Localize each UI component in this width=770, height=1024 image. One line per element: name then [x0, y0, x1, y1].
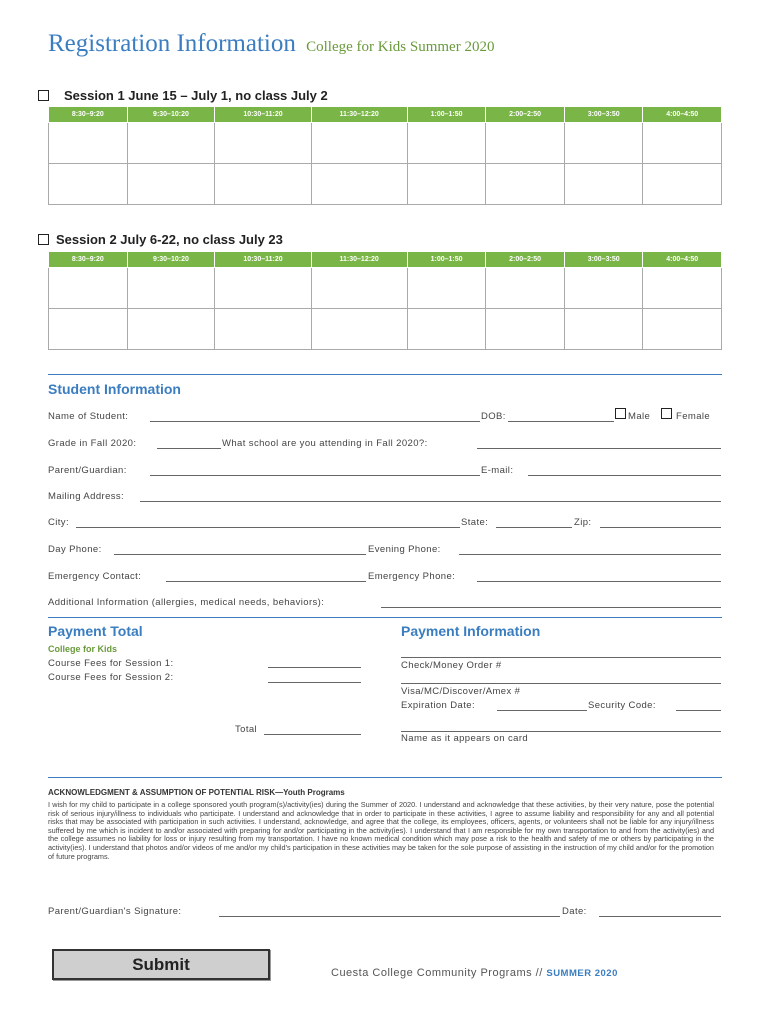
schedule-cell[interactable] [311, 268, 407, 309]
state-label: State: [461, 517, 489, 528]
footer-text: Cuesta College Community Programs // [331, 967, 543, 979]
emergency-phone-field[interactable] [477, 581, 721, 582]
student-info-heading: Student Information [48, 381, 181, 397]
signature-field[interactable] [219, 916, 560, 917]
schedule-cell[interactable] [564, 309, 643, 350]
session2-time-header: 2:00–2:50 [486, 252, 565, 268]
grade-field[interactable] [157, 448, 221, 449]
session1-time-header: 1:00–1:50 [407, 107, 486, 123]
female-label: Female [676, 411, 711, 422]
day-phone-field[interactable] [114, 554, 366, 555]
email-field[interactable] [528, 475, 721, 476]
card-name-label: Name as it appears on card [401, 733, 529, 744]
schedule-cell[interactable] [643, 309, 722, 350]
session1-time-header: 8:30–9:20 [49, 107, 128, 123]
schedule-cell[interactable] [486, 309, 565, 350]
schedule-cell[interactable] [49, 309, 128, 350]
schedule-cell[interactable] [486, 164, 565, 205]
additional-info-field[interactable] [381, 607, 721, 608]
submit-button[interactable]: Submit [52, 949, 270, 980]
emergency-contact-field[interactable] [166, 581, 366, 582]
school-field[interactable] [477, 448, 721, 449]
footer-accent: SUMMER 2020 [546, 968, 618, 979]
session1-time-header: 4:00–4:50 [643, 107, 722, 123]
card-number-label: Visa/MC/Discover/Amex # [401, 686, 521, 697]
schedule-cell[interactable] [49, 164, 128, 205]
security-code-label: Security Code: [588, 700, 656, 711]
expiration-field[interactable] [497, 710, 587, 711]
total-label: Total [235, 724, 258, 735]
session2-row [38, 232, 283, 247]
schedule-cell[interactable] [311, 164, 407, 205]
security-code-field[interactable] [676, 710, 721, 711]
session2-label: Session 2 July 6-22, no class July 23 [56, 232, 283, 247]
total-field[interactable] [264, 734, 361, 735]
fee1-label: Course Fees for Session 1: [48, 658, 174, 669]
schedule-cell[interactable] [643, 164, 722, 205]
payment-total-heading: Payment Total [48, 623, 143, 639]
title-subtitle: College for Kids Summer 2020 [306, 39, 495, 55]
grade-label: Grade in Fall 2020: [48, 438, 137, 449]
session1-time-header: 11:30–12:20 [311, 107, 407, 123]
session1-time-header: 3:00–3:50 [564, 107, 643, 123]
zip-label: Zip: [574, 517, 592, 528]
divider [48, 617, 722, 618]
parent-label: Parent/Guardian: [48, 465, 127, 476]
signature-date-field[interactable] [599, 916, 721, 917]
schedule-cell[interactable] [311, 123, 407, 164]
check-label: Check/Money Order # [401, 660, 502, 671]
signature-label: Parent/Guardian's Signature: [48, 906, 182, 917]
schedule-cell[interactable] [407, 164, 486, 205]
schedule-cell[interactable] [215, 123, 311, 164]
session2-time-header: 9:30–10:20 [127, 252, 215, 268]
payment-line[interactable] [401, 657, 721, 658]
schedule-cell[interactable] [49, 123, 128, 164]
schedule-cell[interactable] [311, 309, 407, 350]
schedule-cell[interactable] [564, 268, 643, 309]
schedule-cell[interactable] [127, 164, 215, 205]
schedule-cell[interactable] [407, 123, 486, 164]
evening-phone-field[interactable] [459, 554, 721, 555]
student-name-field[interactable] [150, 421, 480, 422]
page-title [48, 30, 494, 58]
fee2-field[interactable] [268, 682, 361, 683]
dob-field[interactable] [508, 421, 614, 422]
zip-field[interactable] [600, 527, 721, 528]
student-name-label: Name of Student: [48, 411, 129, 422]
footer [331, 967, 618, 979]
session1-label: Session 1 June 15 – July 1, no class July 2 [64, 88, 328, 103]
schedule-cell[interactable] [407, 268, 486, 309]
schedule-cell[interactable] [564, 164, 643, 205]
male-checkbox[interactable] [615, 408, 626, 419]
city-label: City: [48, 517, 69, 528]
school-label: What school are you attending in Fall 2020?: [222, 438, 428, 449]
session2-time-header: 8:30–9:20 [49, 252, 128, 268]
schedule-cell[interactable] [49, 268, 128, 309]
title-text: Registration Information [48, 30, 296, 57]
state-field[interactable] [496, 527, 572, 528]
acknowledgment-title: ACKNOWLEDGMENT & ASSUMPTION OF POTENTIAL RISK—Youth Programs [48, 788, 345, 797]
schedule-cell[interactable] [407, 309, 486, 350]
signature-date-label: Date: [562, 906, 587, 917]
session2-time-header: 3:00–3:50 [564, 252, 643, 268]
emergency-contact-label: Emergency Contact: [48, 571, 142, 582]
session2-time-header: 11:30–12:20 [311, 252, 407, 268]
city-field[interactable] [76, 527, 460, 528]
check-field[interactable] [401, 683, 721, 684]
schedule-cell[interactable] [127, 268, 215, 309]
session2-time-header: 4:00–4:50 [643, 252, 722, 268]
schedule-cell[interactable] [486, 123, 565, 164]
schedule-cell[interactable] [127, 123, 215, 164]
divider [48, 374, 722, 375]
schedule-cell[interactable] [643, 268, 722, 309]
session2-schedule-table [48, 251, 722, 350]
card-name-field[interactable] [401, 731, 721, 732]
evening-phone-label: Evening Phone: [368, 544, 441, 555]
schedule-cell[interactable] [127, 309, 215, 350]
schedule-cell[interactable] [215, 309, 311, 350]
dob-label: DOB: [481, 411, 506, 422]
schedule-cell[interactable] [486, 268, 565, 309]
fee1-field[interactable] [268, 667, 361, 668]
payment-info-heading: Payment Information [401, 623, 541, 639]
schedule-cell[interactable] [643, 123, 722, 164]
session1-time-header: 2:00–2:50 [486, 107, 565, 123]
male-label: Male [628, 411, 651, 422]
payment-total-subheading: College for Kids [48, 644, 118, 654]
day-phone-label: Day Phone: [48, 544, 102, 555]
schedule-cell[interactable] [215, 164, 311, 205]
female-checkbox[interactable] [661, 408, 672, 419]
additional-info-label: Additional Information (allergies, medical needs, behaviors): [48, 597, 325, 608]
mailing-field[interactable] [140, 501, 721, 502]
session1-time-header: 10:30–11:20 [215, 107, 311, 123]
fee2-label: Course Fees for Session 2: [48, 672, 174, 683]
divider [48, 777, 722, 778]
session1-time-header: 9:30–10:20 [127, 107, 215, 123]
acknowledgment-text: I wish for my child to participate in a college sponsored youth program(s)/activity(ies) during the Summer of 2020. I understand and acknowledge that these activities, by their very nature, pose the potential risk of serious injury/illness to individuals who participate. I understand and acknowledge that in order to participate in these activities, I agree to assume liability and responsibility for any and all potential risks that may be associated with participation in such activities. I understand, acknowledge, and agree that the college, its employees, officers, agents, or volunteers shall not be liable for any injury/illness suffered by me which is incident to and/or associated with preparing for and/or participating in the activity(ies). I understand that I am responsible for my own transportation to and from the activity(ies) and the college assumes no liability for loss or injury resulting from my transportation. I have no known medical condition which may pose a risk to the health and safety of me or others by participating in the activity(ies). I understand that photos and/or videos of me and/or my child's participation in these activities may be taken for the sole purpose of assisting in the instruction of my child and/or for the promotion of future programs. [48, 800, 714, 861]
session2-time-header: 10:30–11:20 [215, 252, 311, 268]
session2-time-header: 1:00–1:50 [407, 252, 486, 268]
schedule-cell[interactable] [564, 123, 643, 164]
parent-field[interactable] [150, 475, 480, 476]
session1-checkbox[interactable] [38, 90, 49, 101]
email-label: E-mail: [481, 465, 514, 476]
session1-schedule-table [48, 106, 722, 205]
expiration-label: Expiration Date: [401, 700, 475, 711]
mailing-label: Mailing Address: [48, 491, 125, 502]
emergency-phone-label: Emergency Phone: [368, 571, 456, 582]
session1-row [38, 88, 328, 103]
schedule-cell[interactable] [215, 268, 311, 309]
session2-checkbox[interactable] [38, 234, 49, 245]
